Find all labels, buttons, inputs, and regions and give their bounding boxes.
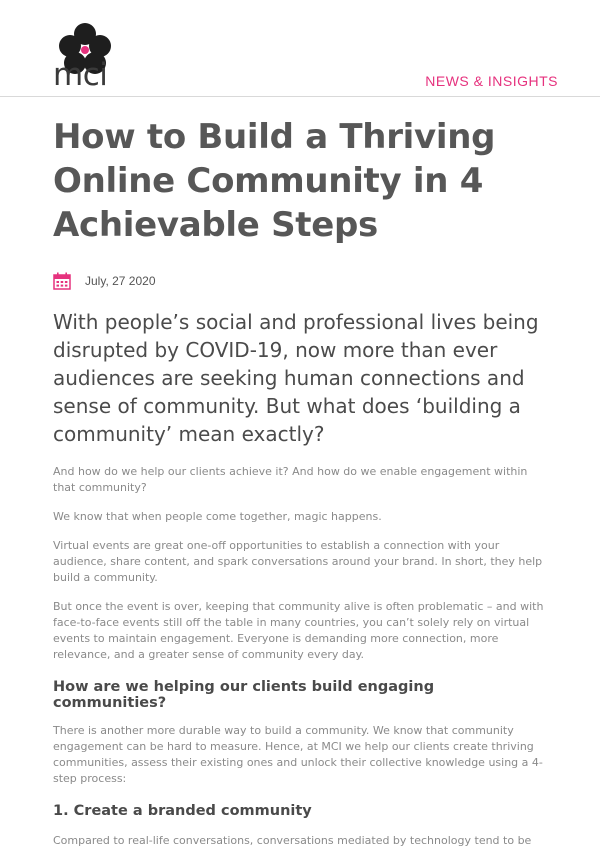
article-lead: With people’s social and professional lives being disrupted by COVID-19, now more than ever audiences are seeking human connections and sense of community. But what does ‘building a community’ mean exactly? [53,310,539,446]
paragraph: There is another more durable way to build a community. We know that community engagement can be hard to measure. Hence, at MCI we help our clients create thriving communities, assess their existing ones and unlock their collective knowledge using a 4-step process: [53,724,543,785]
news-insights-link[interactable]: NEWS & INSIGHTS [425,73,558,89]
paragraph: Compared to real-life conversations, conversations mediated by technology tend to be [53,834,532,847]
article-title: How to Build a Thriving Online Community in 4 Achievable Steps [53,117,496,245]
paragraph: And how do we help our clients achieve it? And how do we enable engagement within that community? [53,465,528,494]
logo-text: mci [53,57,108,93]
site-header [0,0,600,97]
subsection-heading: 1. Create a branded community [53,803,312,819]
calendar-icon [53,272,71,290]
paragraph: We know that when people come together, magic happens. [53,510,382,523]
paragraph: Virtual events are great one-off opportunities to establish a connection with your audience, share content, and spark conversations around your brand. In short, they help build a community. [53,539,543,584]
publish-date: July, 27 2020 [85,274,156,288]
date-row [53,271,545,291]
paragraph: But once the event is over, keeping that community alive is often problematic – and with face-to-face events still off the table in many countries, you can’t solely rely on virtual events to maintain engagement. Everyone is demanding more connection, more relevance, and a greater sense of community every day. [53,600,544,661]
article [53,115,545,849]
section-heading: How are we helping our clients build engaging communities? [53,679,435,711]
